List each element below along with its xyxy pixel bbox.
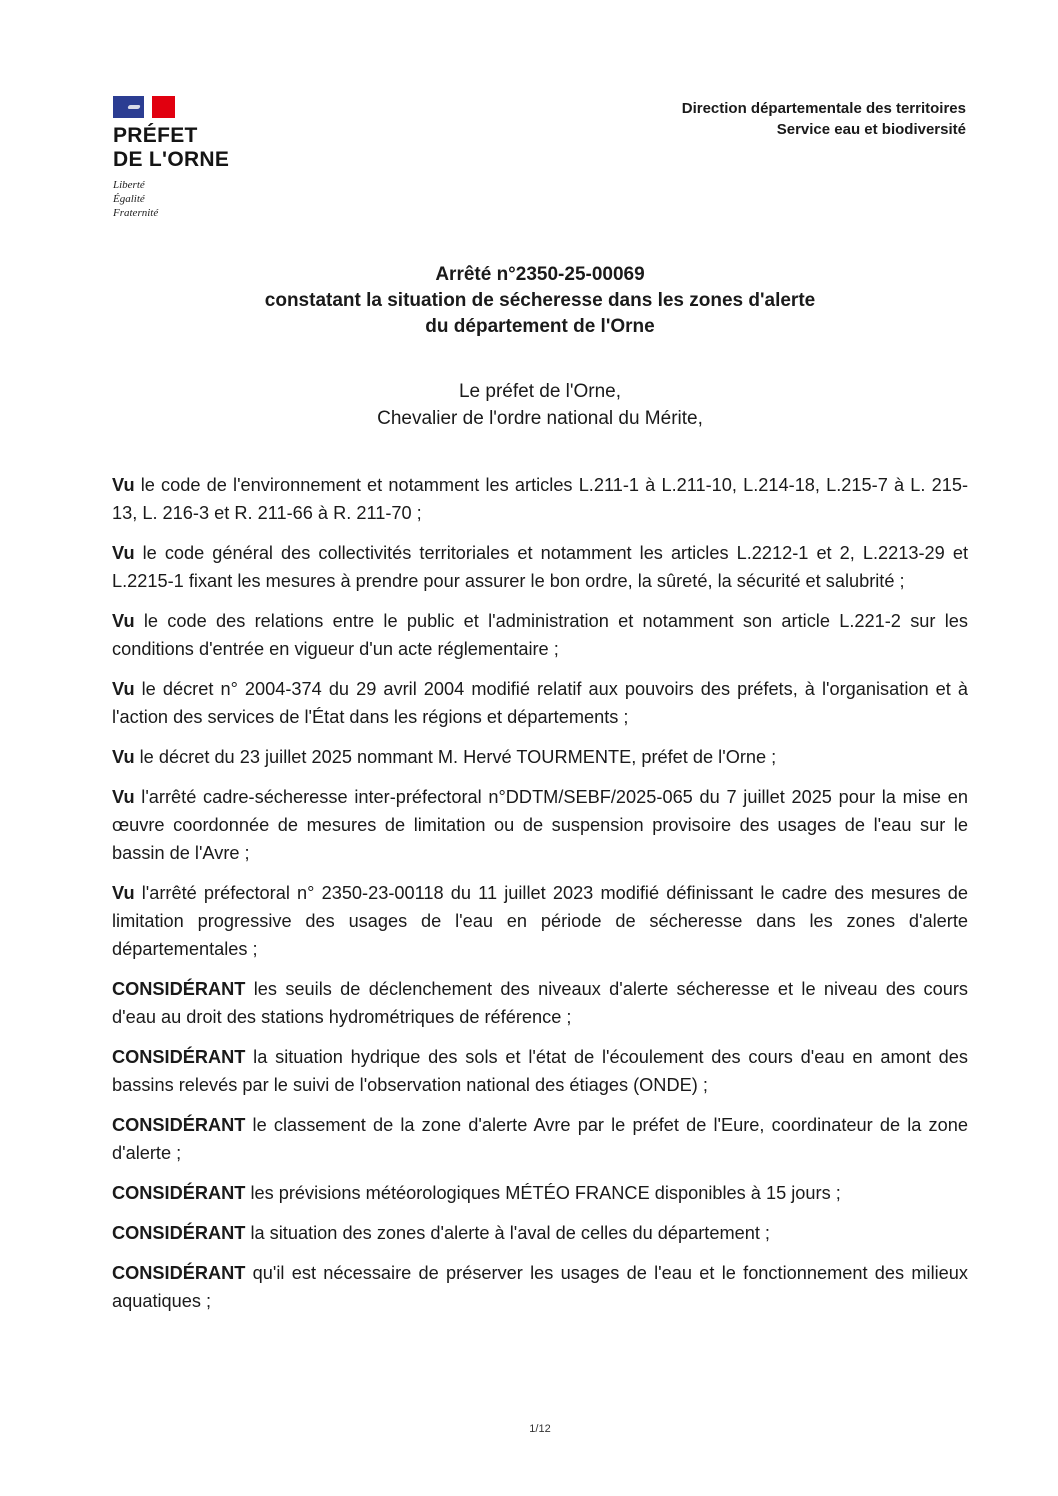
paragraph-text: le classement de la zone d'alerte Avre par le préfet de l'Eure, coordinateur de la zone d'alerte ; [112, 1115, 968, 1163]
visa-paragraph [112, 675, 968, 731]
considerant-paragraph [112, 1259, 968, 1315]
paragraph-lead: CONSIDÉRANT [112, 1115, 246, 1135]
issuer-block [140, 378, 940, 432]
flag-blue-band [113, 96, 144, 118]
prefecture-logo [113, 96, 253, 220]
republic-motto [113, 178, 253, 220]
considerant-paragraph [112, 975, 968, 1031]
paragraph-lead: Vu [112, 679, 135, 699]
paragraph-lead: Vu [112, 611, 135, 631]
paragraph-lead: Vu [112, 475, 135, 495]
paragraph-text: le code de l'environnement et notamment les articles L.211-1 à L.211-10, L.214-18, L.215-7 à L. 215-13, L. 216-3 et R. 211-66 à R. 211-70 ; [112, 475, 968, 523]
visa-paragraph [112, 783, 968, 867]
paragraph-lead: Vu [112, 883, 135, 903]
paragraph-text: le décret n° 2004-374 du 29 avril 2004 modifié relatif aux pouvoirs des préfets, à l'organisation et à l'action des services de l'État dans les régions et départements ; [112, 679, 968, 727]
paragraph-text: les prévisions météorologiques MÉTÉO FRANCE disponibles à 15 jours ; [245, 1183, 841, 1203]
paragraph-lead: CONSIDÉRANT [112, 1047, 246, 1067]
page-number: 1/12 [529, 1423, 551, 1435]
visa-paragraph [112, 471, 968, 527]
paragraph-text: les seuils de déclenchement des niveaux d'alerte sécheresse et le niveau des cours d'eau au droit des stations hydrométriques de référence ; [112, 979, 968, 1027]
paragraph-lead: Vu [112, 747, 135, 767]
flag-red-band [144, 96, 175, 118]
paragraph-text: la situation des zones d'alerte à l'aval de celles du département ; [245, 1223, 770, 1243]
paragraph-lead: CONSIDÉRANT [112, 979, 246, 999]
decree-number: Arrêté n°2350-25-00069 [435, 264, 645, 285]
motto-fraternite: Fraternité [113, 207, 159, 219]
paragraph-text: l'arrêté préfectoral n° 2350-23-00118 du 11 juillet 2023 modifié définissant le cadre des mesures de limitation progressive des usages de l'eau en période de sécheresse dans les zones d'alerte départementales ; [112, 883, 968, 959]
issuer-line1: Le préfet de l'Orne, [458, 381, 622, 402]
paragraph-text: la situation hydrique des sols et l'état de l'écoulement des cours d'eau en amont des bassins relevés par le suivi de l'observation national des étiages (ONDE) ; [112, 1047, 968, 1095]
issuing-service [682, 98, 966, 140]
prefet-title-line2: DE L'ORNE [113, 148, 230, 171]
paragraph-text: qu'il est nécessaire de préserver les usages de l'eau et le fonctionnement des milieux aquatiques ; [112, 1263, 968, 1311]
motto-liberte: Liberté [113, 179, 145, 191]
decree-title [140, 262, 940, 340]
paragraph-lead: Vu [112, 543, 135, 563]
paragraph-text: le code général des collectivités territoriales et notamment les articles L.2212-1 et 2, L.2213-29 et L.2215-1 fixant les mesures à prendre pour assurer le bon ordre, la sûreté, la sécurité et salubrité ; [112, 543, 968, 591]
paragraph-text: le décret du 23 juillet 2025 nommant M. Hervé TOURMENTE, préfet de l'Orne ; [134, 747, 777, 767]
considerant-paragraph [112, 1111, 968, 1167]
decree-subject-line1: constatant la situation de sécheresse dans les zones d'alerte [264, 290, 816, 311]
motto-egalite: Égalité [113, 193, 145, 205]
visa-paragraph [112, 879, 968, 963]
service-unit: Service eau et biodiversité [776, 121, 966, 138]
paragraph-lead: CONSIDÉRANT [112, 1223, 246, 1243]
decree-body [112, 471, 968, 1327]
decree-subject-line2: du département de l'Orne [425, 316, 655, 337]
paragraph-lead: CONSIDÉRANT [112, 1263, 246, 1283]
visa-paragraph [112, 607, 968, 663]
paragraph-text: le code des relations entre le public et l'administration et notamment son article L.221-2 sur les conditions d'entrée en vigueur d'un acte réglementaire ; [112, 611, 968, 659]
considerant-paragraph [112, 1219, 968, 1247]
marianne-flag-icon [113, 96, 175, 118]
issuer-line2: Chevalier de l'ordre national du Mérite, [377, 408, 703, 429]
prefet-title-line1: PRÉFET [113, 124, 198, 147]
paragraph-lead: Vu [112, 787, 135, 807]
considerant-paragraph [112, 1043, 968, 1099]
service-direction: Direction départementale des territoires [681, 100, 966, 117]
paragraph-text: l'arrêté cadre-sécheresse inter-préfectoral n°DDTM/SEBF/2025-065 du 7 juillet 2025 pour la mise en œuvre coordonnée de mesures de limitation ou de suspension provisoire des usages de l'eau sur le bassin de l'Avre ; [112, 787, 968, 863]
paragraph-lead: CONSIDÉRANT [112, 1183, 246, 1203]
visa-paragraph [112, 743, 968, 771]
considerant-paragraph [112, 1179, 968, 1207]
visa-paragraph [112, 539, 968, 595]
